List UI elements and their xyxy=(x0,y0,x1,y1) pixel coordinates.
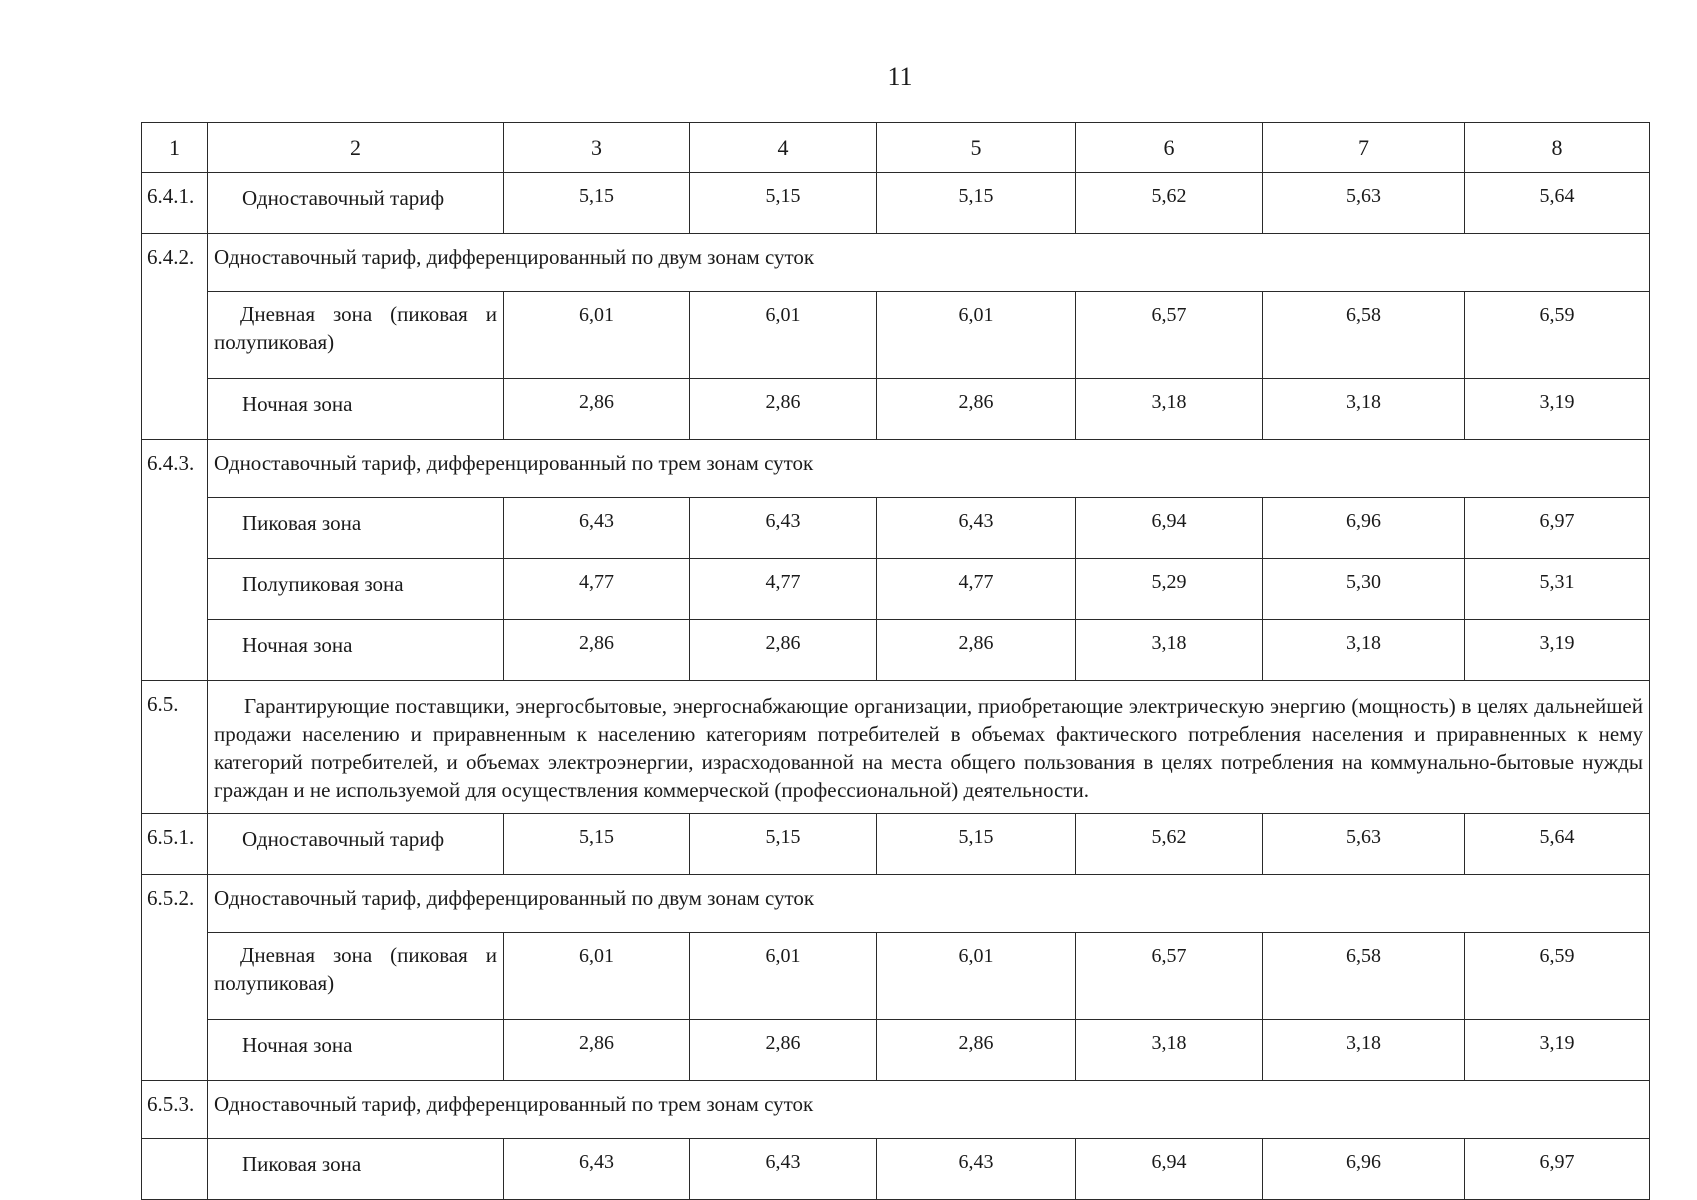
tariff-value: 3,18 xyxy=(1076,620,1263,681)
tariff-value: 5,29 xyxy=(1076,559,1263,620)
tariff-name: Одноставочный тариф xyxy=(208,814,504,875)
header-cell: 7 xyxy=(1263,123,1465,173)
tariff-value: 6,59 xyxy=(1465,933,1650,1020)
tariff-value: 5,63 xyxy=(1263,173,1465,234)
tariff-value: 6,97 xyxy=(1465,1139,1650,1200)
tariff-name: Пиковая зона xyxy=(208,498,504,559)
tariff-value: 5,15 xyxy=(504,814,690,875)
tariff-value: 2,86 xyxy=(690,379,877,440)
tariff-value: 3,18 xyxy=(1076,1020,1263,1081)
row-number: 6.4.3. xyxy=(142,440,208,681)
tariff-value: 5,15 xyxy=(877,814,1076,875)
section-title: Одноставочный тариф, дифференцированный по трем зонам суток xyxy=(208,440,1650,498)
table-row xyxy=(142,1139,1650,1200)
tariff-value: 5,63 xyxy=(1263,814,1465,875)
tariff-value: 5,64 xyxy=(1465,814,1650,875)
tariff-value: 6,58 xyxy=(1263,933,1465,1020)
section-paragraph xyxy=(208,681,1650,814)
tariff-value: 6,57 xyxy=(1076,933,1263,1020)
tariff-value: 6,43 xyxy=(690,1139,877,1200)
header-cell: 4 xyxy=(690,123,877,173)
tariff-value: 6,01 xyxy=(504,292,690,379)
table-row xyxy=(142,498,1650,559)
table-row xyxy=(142,379,1650,440)
section-row xyxy=(142,234,1650,292)
tariff-name-text: Дневная зона (пиковая и полупиковая) xyxy=(214,943,497,995)
tariff-name xyxy=(208,933,504,1020)
tariff-value: 6,43 xyxy=(504,1139,690,1200)
tariff-value: 6,01 xyxy=(877,933,1076,1020)
row-number-empty xyxy=(142,1139,208,1200)
tariff-value: 5,15 xyxy=(504,173,690,234)
row-number: 6.4.2. xyxy=(142,234,208,440)
tariff-value: 2,86 xyxy=(504,1020,690,1081)
tariff-value: 2,86 xyxy=(877,620,1076,681)
tariff-value: 3,18 xyxy=(1263,1020,1465,1081)
tariff-value: 4,77 xyxy=(877,559,1076,620)
tariff-value: 6,59 xyxy=(1465,292,1650,379)
tariff-name: Одноставочный тариф xyxy=(208,173,504,234)
table-row xyxy=(142,620,1650,681)
header-cell: 1 xyxy=(142,123,208,173)
header-cell: 6 xyxy=(1076,123,1263,173)
tariff-value: 6,01 xyxy=(877,292,1076,379)
tariff-name: Ночная зона xyxy=(208,1020,504,1081)
tariff-value: 2,86 xyxy=(504,379,690,440)
tariff-value: 3,18 xyxy=(1076,379,1263,440)
paragraph-row xyxy=(142,681,1650,814)
row-number: 6.5.1. xyxy=(142,814,208,875)
header-cell: 5 xyxy=(877,123,1076,173)
tariff-name: Пиковая зона xyxy=(208,1139,504,1200)
tariff-name xyxy=(208,292,504,379)
tariff-value: 6,43 xyxy=(877,1139,1076,1200)
row-number: 6.5. xyxy=(142,681,208,814)
section-title: Одноставочный тариф, дифференцированный по двум зонам суток xyxy=(208,875,1650,933)
tariff-value: 5,31 xyxy=(1465,559,1650,620)
tariff-value: 6,57 xyxy=(1076,292,1263,379)
tariff-value: 2,86 xyxy=(690,620,877,681)
section-title: Одноставочный тариф, дифференцированный по трем зонам суток xyxy=(208,1081,1650,1139)
tariff-value: 6,43 xyxy=(504,498,690,559)
table-header-row xyxy=(142,123,1650,173)
tariff-value: 2,86 xyxy=(877,379,1076,440)
tariff-value: 6,01 xyxy=(690,933,877,1020)
tariff-value: 6,94 xyxy=(1076,1139,1263,1200)
tariff-value: 2,86 xyxy=(877,1020,1076,1081)
row-number: 6.4.1. xyxy=(142,173,208,234)
section-title: Одноставочный тариф, дифференцированный по двум зонам суток xyxy=(208,234,1650,292)
tariff-value: 3,19 xyxy=(1465,620,1650,681)
tariff-value: 6,01 xyxy=(504,933,690,1020)
header-cell: 8 xyxy=(1465,123,1650,173)
page-number: 11 xyxy=(887,62,913,91)
tariff-value: 5,64 xyxy=(1465,173,1650,234)
row-number: 6.5.3. xyxy=(142,1081,208,1139)
tariff-value: 5,62 xyxy=(1076,814,1263,875)
tariff-value: 3,18 xyxy=(1263,620,1465,681)
tariff-value: 2,86 xyxy=(690,1020,877,1081)
tariff-value: 6,01 xyxy=(690,292,877,379)
paragraph-text: Гарантирующие поставщики, энергосбытовые, энергоснабжающие организации, приобретающие электрическую энергию (мощность) в целях дальнейшей продажи населению и приравненным к населению категориям потребителей в объемах фактического потребления населения и приравненных к нему категорий потребителей, и объемах электроэнергии, израсходованной на места общего пользования в целях потребления на коммунально-бытовые нужды граждан и не используемой для осуществления коммерческой (профессиональной) деятельности. xyxy=(214,694,1643,802)
tariff-value: 6,58 xyxy=(1263,292,1465,379)
tariff-value: 3,18 xyxy=(1263,379,1465,440)
tariff-value: 6,96 xyxy=(1263,1139,1465,1200)
tariff-value: 6,43 xyxy=(877,498,1076,559)
tariff-value: 5,62 xyxy=(1076,173,1263,234)
tariff-value: 5,30 xyxy=(1263,559,1465,620)
tariff-value: 4,77 xyxy=(504,559,690,620)
table-row xyxy=(142,559,1650,620)
header-cell: 2 xyxy=(208,123,504,173)
tariff-value: 3,19 xyxy=(1465,379,1650,440)
tariff-name: Ночная зона xyxy=(208,379,504,440)
tariff-value: 6,43 xyxy=(690,498,877,559)
tariff-value: 4,77 xyxy=(690,559,877,620)
tariff-value: 6,97 xyxy=(1465,498,1650,559)
tariff-value: 5,15 xyxy=(690,173,877,234)
table-row xyxy=(142,814,1650,875)
tariff-value: 2,86 xyxy=(504,620,690,681)
tariff-table xyxy=(141,122,1650,1200)
header-cell: 3 xyxy=(504,123,690,173)
tariff-value: 5,15 xyxy=(690,814,877,875)
tariff-value: 5,15 xyxy=(877,173,1076,234)
table-row xyxy=(142,173,1650,234)
table-row xyxy=(142,933,1650,1020)
section-row xyxy=(142,1081,1650,1139)
table-row xyxy=(142,1020,1650,1081)
table-row xyxy=(142,292,1650,379)
tariff-name: Полупиковая зона xyxy=(208,559,504,620)
tariff-value: 3,19 xyxy=(1465,1020,1650,1081)
row-number: 6.5.2. xyxy=(142,875,208,1081)
section-row xyxy=(142,875,1650,933)
tariff-value: 6,96 xyxy=(1263,498,1465,559)
section-row xyxy=(142,440,1650,498)
tariff-name: Ночная зона xyxy=(208,620,504,681)
tariff-name-text: Дневная зона (пиковая и полупиковая) xyxy=(214,302,497,354)
tariff-value: 6,94 xyxy=(1076,498,1263,559)
